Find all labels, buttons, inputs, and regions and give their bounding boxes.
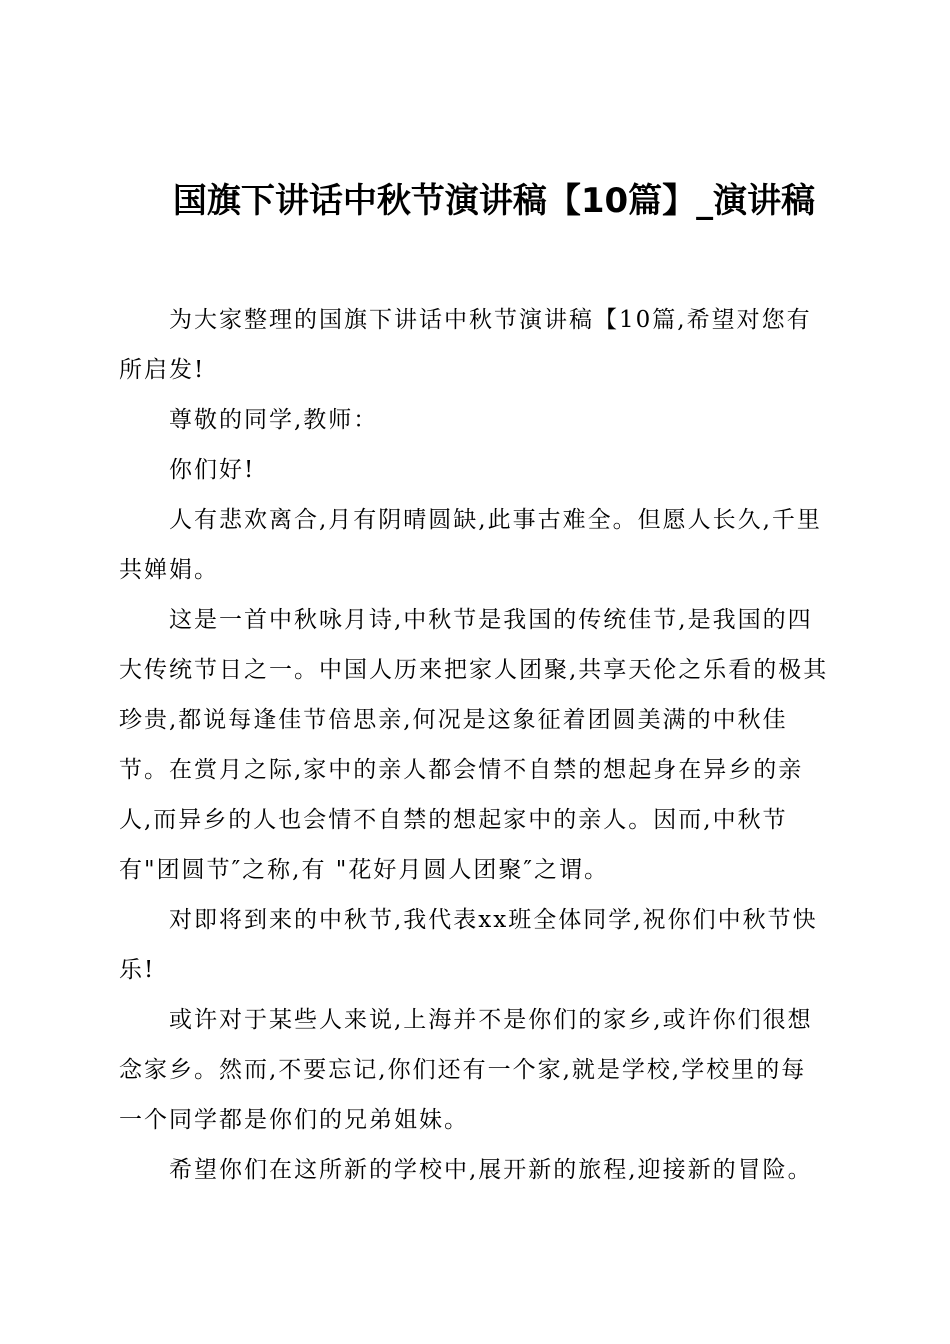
paragraph-hope: 希望你们在这所新的学校中,展开新的旅程,迎接新的冒险。 [169, 1157, 813, 1183]
document-title: 国旗下讲话中秋节演讲稿【10篇】_演讲稿 [172, 181, 816, 221]
paragraph-poem: 人有悲欢离合,月有阴晴圆缺,此事古难全。但愿人长久,千里共婵娟。 [119, 507, 822, 583]
paragraph-greeting: 你们好! [169, 457, 256, 483]
document-body [119, 295, 831, 1195]
paragraph-festival: 这是一首中秋咏月诗,中秋节是我国的传统佳节,是我国的四大传统节日之一。中国人历来把家人团聚,共享天伦之乐看的极其珍贵,都说每逢佳节倍思亲,何况是这象征着团圆美满的中秋佳节。在赏月之际,家中的亲人都会情不自禁的想起身在异乡的亲人,而异乡的人也会情不自禁的想起家中的亲人。因而,中秋节有"团圆节″之称,有 "花好月圆人团聚″之谓。 [119, 607, 829, 883]
paragraph-wishes: 对即将到来的中秋节,我代表xx班全体同学,祝你们中秋节快乐! [119, 907, 818, 983]
paragraph-salutation: 尊敬的同学,教师： [169, 407, 379, 433]
paragraph-intro: 为大家整理的国旗下讲话中秋节演讲稿【10篇,希望对您有所启发! [119, 307, 812, 383]
paragraph-home: 或许对于某些人来说,上海并不是你们的家乡,或许你们很想念家乡。然而,不要忘记,你们还有一个家,就是学校,学校里的每一个同学都是你们的兄弟姐妹。 [119, 1007, 813, 1133]
